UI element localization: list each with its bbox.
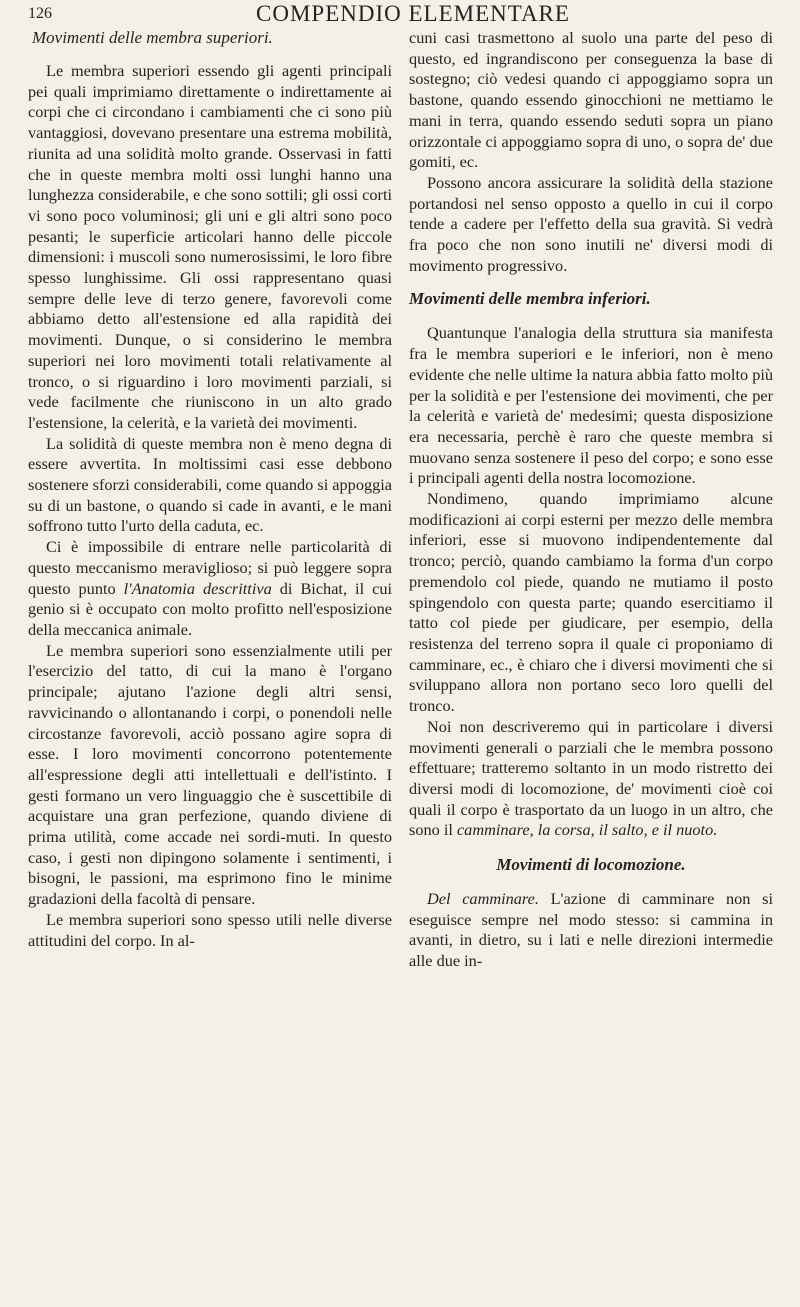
paragraph: La solidità di queste membra non è meno degna di essere avvertita. In moltissimi casi esse debbono sostenere sforzi considerabili, come quando si appoggia su di un bastone, o quando si cade in avanti, e le mani soffrono tutto l'urto della caduta, ec. <box>28 433 392 536</box>
section-heading-locomotion: Movimenti di locomozione. <box>496 855 686 875</box>
paragraph <box>409 717 773 841</box>
paragraph: Le membra superiori sono spesso utili nelle diverse attitudini del corpo. In al- <box>28 909 392 950</box>
running-head <box>28 2 774 26</box>
text-columns <box>28 28 774 972</box>
running-title: COMPENDIO ELEMENTARE <box>256 1 570 26</box>
subsection-lead: Del camminare. <box>427 889 539 909</box>
book-citation: l'Anatomia descrittiva <box>123 578 272 598</box>
section-heading-upper-limbs: Movimenti delle membra superiori. <box>32 28 273 47</box>
paragraph: Quantunque l'analogia della struttura sia manifesta fra le membra superiori e le inferiori, non è meno evidente che nelle ultime la natura abbia fatto molto più per la solidità e per l'estensione dei movimenti, che per la celerità e varietà de' medesimi; questa disposizione era necessaria, perchè è raro che queste membra si muovano senza sostenere il peso del corpo; e sono esse i principali agenti della nostra locomozione. <box>409 323 773 488</box>
paragraph <box>409 889 773 972</box>
text-run: L'azione di camminare non si eseguisce sempre nel modo stesso: si cammina in avanti, in dietro, su i lati e nelle direzioni intermedie alle due in- <box>409 889 774 971</box>
section-heading-lower-limbs: Movimenti delle membra inferiori. <box>409 289 651 309</box>
paragraph: Le membra superiori sono essenzialmente utili per l'esercizio del tatto, di cui la mano è l'organo principale; ajutano l'azione degli altri sensi, ravvicinando o allontanando i corpi, o ponendoli nelle circostanze favorevoli, acciò possano agire sopra di esse. I loro movimenti concorrono potentemente all'espressione degli atti intellettuali e dell'istinto. I gesti formano un vero linguaggio che è suscettibile di acquistare una gran perfezione, quando diviene di prima utilità, come accade nei sordi-muti. In questo caso, i gesti non dipingono solamente i sentimenti, i bisogni, le passioni, ma esprimono fino le minime gradazioni della facoltà di pensare. <box>28 640 392 909</box>
paragraph: Possono ancora assicurare la solidità della stazione portandosi nel senso opposto a quello in cui il corpo tende a cadere per l'effetto della sua gravità. Si vedrà fra poco che non sono inutili ne' diversi modi di movimento progressivo. <box>409 172 773 275</box>
italic-terms: camminare, la corsa, il salto, e il nuoto. <box>456 820 718 840</box>
text-run: di Bichat, il cui genio si è occupato con molto profitto nell'esposizione della meccanica animale. <box>28 578 393 639</box>
text-run: Ci è impossibile di entrare nelle particolarità di questo meccanismo meraviglioso; si può leggere sopra questo punto <box>28 537 392 598</box>
page-number: 126 <box>28 5 52 22</box>
paragraph <box>28 537 392 641</box>
right-column <box>409 28 773 972</box>
text-run: Noi non descriveremo qui in particolare i diversi movimenti generali o parziali che le membra possono effettuare; tratteremo soltanto in un modo ristretto dei diversi modi di locomozione, de' movimenti cioè coi quali il corpo è trasportato da un luogo in un altro, che sono il <box>409 716 773 840</box>
paragraph: Le membra superiori essendo gli agenti principali pei quali imprimiamo direttamente o indirettamente ai corpi che ci circondano i cambiamenti che ci sono più vantaggiosi, dovevano presentare una estrema mobilità, riunita ad una solidità molto grande. Osservasi in fatti che in queste membra molti ossi lunghi hanno una lunghezza considerabile, e che sono sottili; gli ossi corti vi sono poco voluminosi; gli uni e gli altri sono poco pesanti; le superficie articolari hanno delle piccole dimensioni: i muscoli sono numerosissimi, le loro fibre spesso lunghissime. Gli ossi rappresentano quasi sempre delle leve di terzo genere, favorevoli come abbiamo detto all'estensione ed alla rapidità dei movimenti. Dunque, o si considerino le membra superiori nei loro movimenti totali relativamente al tronco, o si riguardino i loro movimenti parziali, si vede facilmente che riuniscono in un alto grado l'estensione, la celerità, e la varietà dei movimenti. <box>28 61 392 432</box>
left-column <box>28 28 392 972</box>
paragraph-continued: cuni casi trasmettono al suolo una parte del peso di questo, ed ingrandiscono per conseguenza la base di sostegno; ciò vedesi quando ci appoggiamo sopra un bastone, quando essendo ginocchioni ne mettiamo le mani in terra, quando essendo seduti sopra un piano orizzontale ci appoggiamo sopra di uno, o sopra de' due gomiti, ec. <box>409 28 773 172</box>
paragraph: Nondimeno, quando imprimiamo alcune modificazioni ai corpi esterni per mezzo delle membra inferiori, esse si muovono indipendentemente dal tronco; perciò, quando cambiamo la forma d'un corpo premendolo col piede, quando ne mutiamo il posto spingendolo con questa parte; quando esercitiamo il tatto col piede per giudicare, per esempio, della resistenza del terreno sopra il quale ci proponiamo di camminare, ec., è chiaro che i diversi movimenti che si sviluppano allora non portano seco loro quelli del tronco. <box>409 489 773 716</box>
